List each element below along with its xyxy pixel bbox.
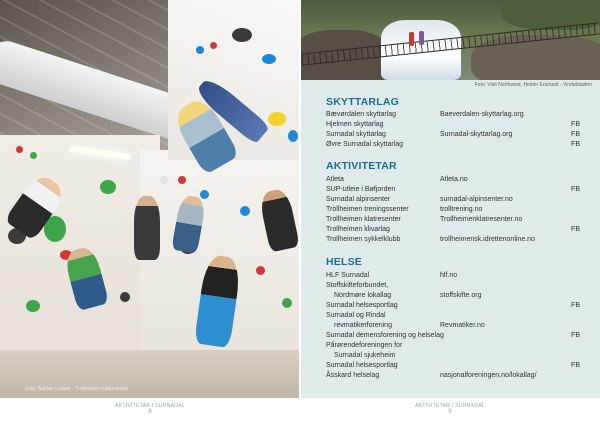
page-number-left: 8 — [148, 409, 152, 415]
list-item — [326, 351, 580, 361]
org-name: Åsskard helselag — [326, 372, 380, 379]
org-url[interactable]: surnadal-alpinsenter.no — [440, 196, 513, 203]
list-item — [326, 130, 580, 140]
org-name: Surnadal og Rindal — [326, 312, 386, 319]
org-name: HLF Surnadal — [326, 272, 370, 279]
list-item — [326, 321, 580, 331]
list-item — [326, 361, 580, 371]
fb-link[interactable]: FB — [571, 226, 580, 233]
fb-link[interactable]: FB — [571, 141, 580, 148]
list-item — [326, 331, 580, 341]
org-name: Pårørendeforeningen for — [326, 342, 403, 349]
photo-caption: Foto: Nathan Ledum - Trollheimen klatresenter — [25, 386, 129, 392]
org-name: Øvre Surnadal skyttarlag — [326, 141, 404, 148]
climbing-hold — [262, 54, 276, 64]
section-title-aktivitetar: AKTIVITETAR — [326, 160, 397, 172]
org-name: Surnadal helsesportlag — [326, 362, 398, 369]
org-url[interactable]: Surnadal-skyttarlag.org — [440, 131, 513, 138]
page-footer-right: AKTIVITETAR I SURNADAL — [415, 403, 485, 409]
climbing-hold — [210, 42, 217, 49]
climbing-hold — [282, 298, 292, 308]
org-url[interactable]: Revmatiker.no — [440, 322, 485, 329]
list-item — [326, 281, 580, 291]
page-number-right: 9 — [448, 409, 452, 415]
org-name: Surnadal alpinsenter — [326, 196, 391, 203]
list-item — [326, 371, 580, 381]
fb-link[interactable]: FB — [571, 332, 580, 339]
org-name: SUP-utleie i Bøfjorden — [326, 186, 396, 193]
list-item — [326, 235, 580, 245]
fb-link[interactable]: FB — [571, 302, 580, 309]
climbing-hold — [196, 46, 204, 54]
org-url[interactable]: Atleta.no — [440, 176, 468, 183]
page-footer-left: AKTIVITETAR I SURNADAL — [115, 403, 185, 409]
org-name: Bævørdalen skyttarlag — [326, 111, 397, 118]
section-title-skyttarlag: SKYTTARLAG — [326, 96, 399, 108]
org-name: Surnadal skyttarlag — [326, 131, 386, 138]
climber — [134, 196, 160, 260]
list-item — [326, 195, 580, 205]
climbing-hold — [256, 266, 265, 275]
climbing-hold — [240, 206, 250, 216]
list-item — [326, 175, 580, 185]
org-url[interactable]: nasjonalforeningen.no/lokallag/ — [440, 372, 537, 379]
list-item — [326, 185, 580, 195]
fb-link[interactable]: FB — [571, 131, 580, 138]
list-item — [326, 291, 580, 301]
fb-link[interactable]: FB — [571, 362, 580, 369]
org-url[interactable]: Trollheimenklatresenter.no — [440, 216, 523, 223]
photo-caption: Foto: Visit Northwest, Helder Erarland - Vindølskøfen — [474, 82, 592, 88]
org-name: Trollheimen klatresenter — [326, 216, 401, 223]
fb-link[interactable]: FB — [571, 121, 580, 128]
waterfall-bridge-photo — [301, 0, 600, 80]
climbing-hold — [120, 292, 130, 302]
climbing-hold — [30, 152, 37, 159]
section-title-helse: HELSE — [326, 256, 363, 268]
org-name: Atleta — [326, 176, 344, 183]
climbing-hold — [100, 180, 116, 194]
climbing-hold — [16, 146, 23, 153]
list-item — [326, 271, 580, 281]
hiker — [409, 32, 414, 46]
org-url[interactable]: trolltrening.no — [440, 206, 483, 213]
list-item — [326, 110, 580, 120]
org-url[interactable]: Baeverdalen-skyttarlag.org — [440, 111, 524, 118]
org-url[interactable]: hlf.no — [440, 272, 458, 279]
list-item — [326, 301, 580, 311]
org-name: Trollheimen klivarlag — [326, 226, 390, 233]
climbing-wall-photo — [0, 0, 299, 398]
hiker — [419, 31, 424, 45]
org-name: Surnadal helsesportlag — [326, 302, 398, 309]
climbing-hold — [268, 112, 286, 126]
list-item — [326, 311, 580, 321]
list-item — [326, 140, 580, 150]
org-name: Surnadal sjukeheim — [334, 352, 396, 359]
org-url[interactable]: stoffskifte.org — [440, 292, 482, 299]
climbing-hold — [232, 28, 252, 42]
list-item — [326, 341, 580, 351]
list-item — [326, 215, 580, 225]
org-name: Surnadal demensforening og helselag — [326, 332, 444, 339]
org-name: Trollheimen sykkelklubb — [326, 236, 401, 243]
climbing-hold — [200, 190, 209, 199]
org-name: revmatikerforening — [334, 322, 392, 329]
climbing-hold — [26, 300, 40, 312]
list-item — [326, 225, 580, 235]
org-name: Hjelmen skyttarlag — [326, 121, 384, 128]
org-name: Stoffskifteforbundet, — [326, 282, 389, 289]
fb-link[interactable]: FB — [571, 186, 580, 193]
org-name: Trollheimen treningssenter — [326, 206, 409, 213]
climbing-hold — [160, 176, 168, 184]
climbing-hold — [288, 130, 298, 142]
org-url[interactable]: trollheimensk.idrettenonline.no — [440, 236, 535, 243]
list-item — [326, 120, 580, 130]
org-name: Nordmøre lokallag — [334, 292, 392, 299]
climbing-hold — [178, 176, 186, 184]
list-item — [326, 205, 580, 215]
